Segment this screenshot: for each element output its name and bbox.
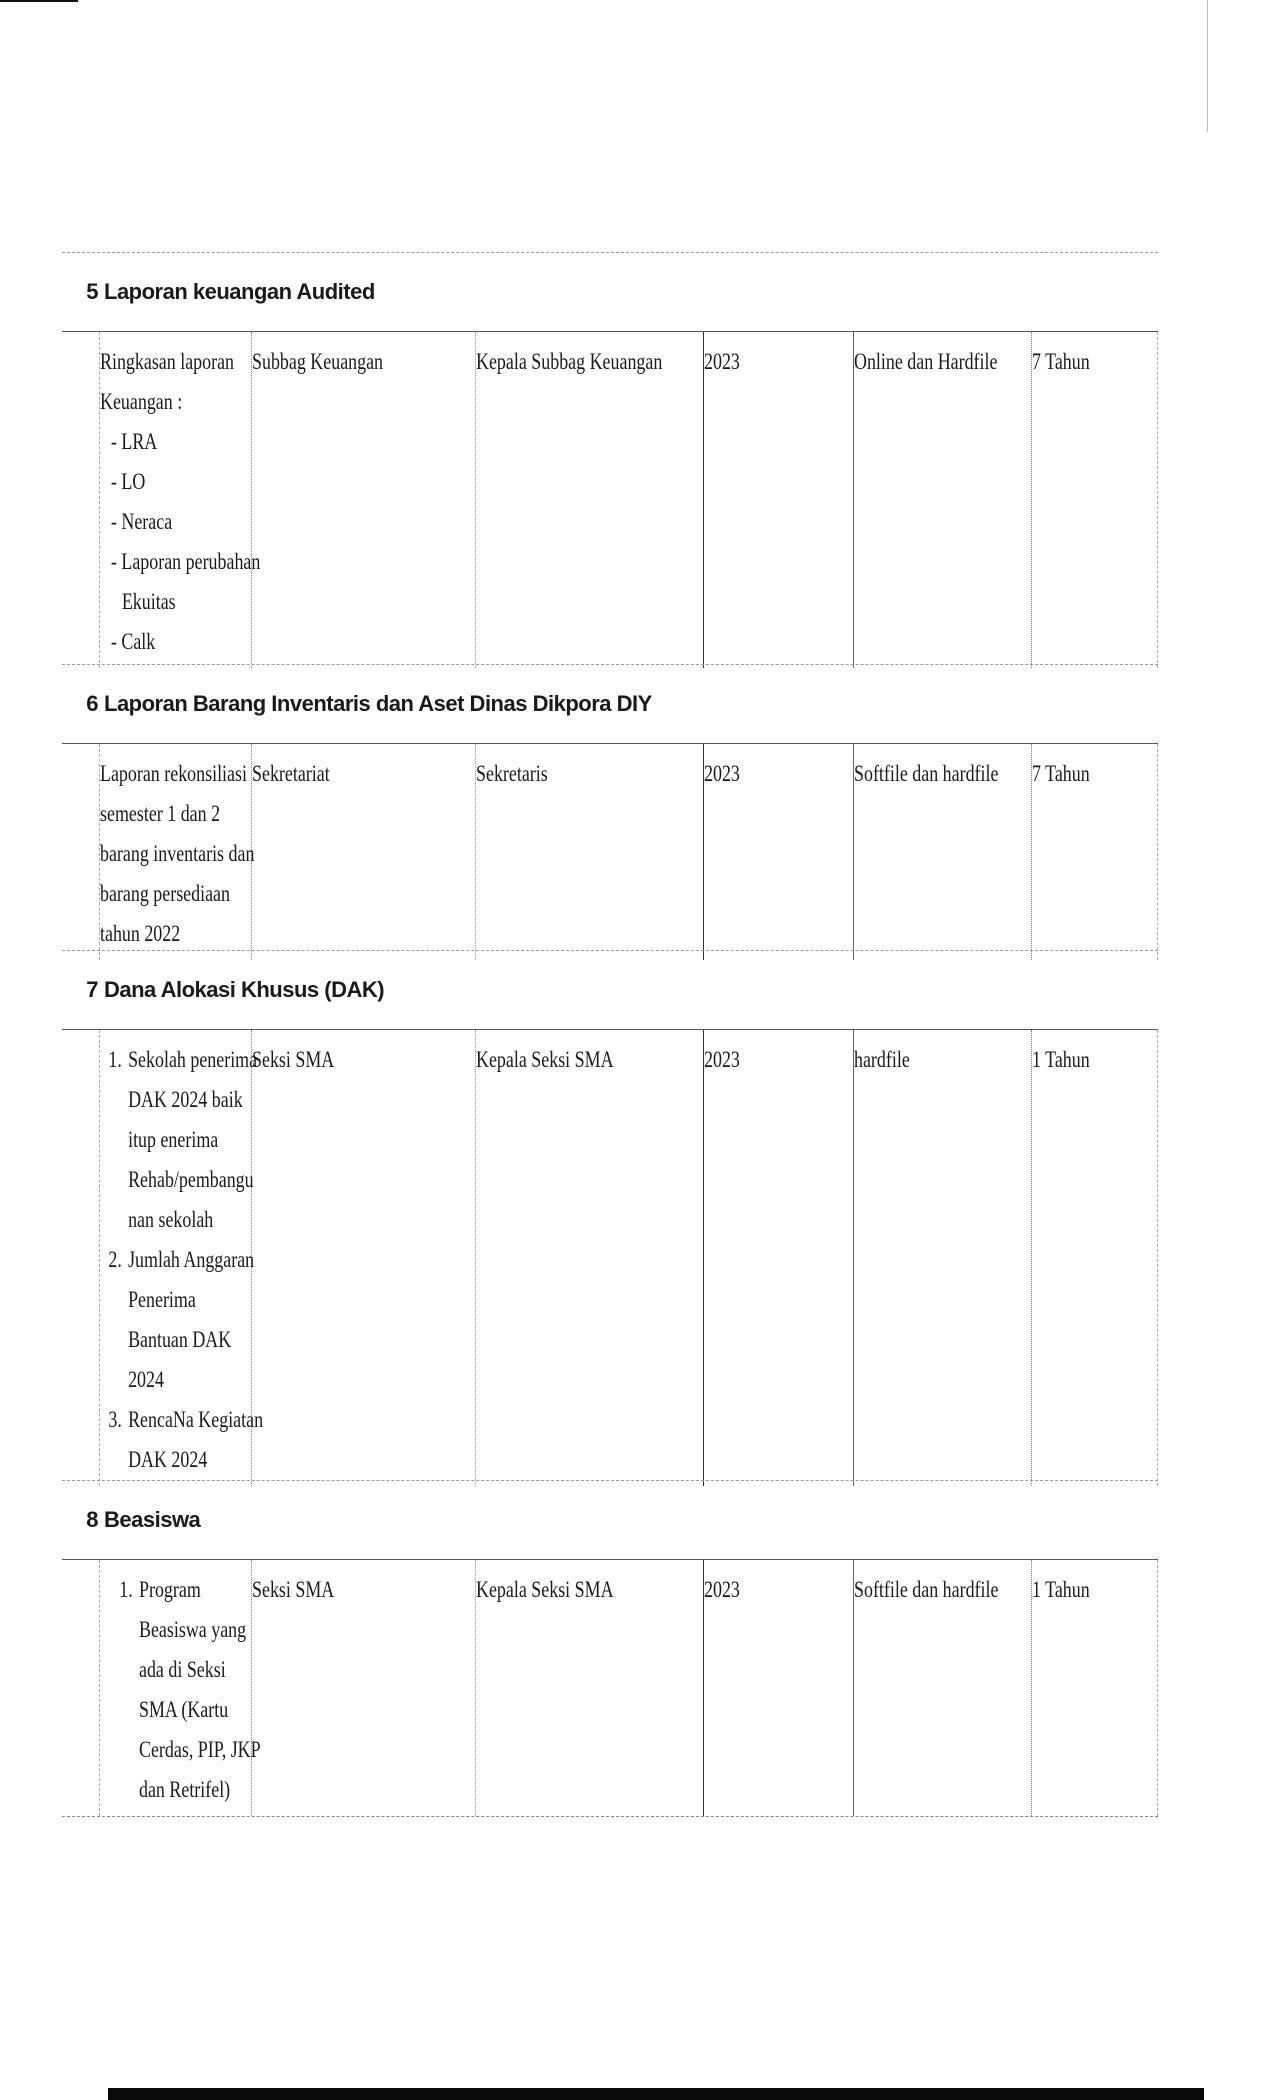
form-cell — [854, 744, 1032, 960]
scan-bottom-bar — [108, 2088, 1204, 2100]
retention-text: 7 Tahun — [1032, 761, 1090, 786]
retention-cell — [1032, 1030, 1158, 1486]
retention-text: 7 Tahun — [1032, 349, 1090, 374]
description-line: ada di Seksi — [139, 1657, 226, 1682]
table-row — [62, 1029, 1158, 1480]
year-cell — [704, 1030, 854, 1486]
item-number: 2. — [108, 1247, 122, 1272]
description-line: RencaNa Kegiatan — [128, 1407, 264, 1432]
form-cell — [854, 1560, 1032, 1816]
item-number: 3. — [108, 1407, 122, 1432]
spacer-cell — [62, 1560, 100, 1816]
list-item — [100, 1570, 261, 1810]
unit-cell — [252, 1030, 476, 1486]
unit-cell — [252, 332, 476, 668]
section-title: Beasiswa — [104, 1507, 201, 1532]
responsible-text: Kepala Subbag Keuangan — [476, 349, 663, 374]
responsible-text: Kepala Seksi SMA — [476, 1047, 614, 1072]
description-line: DAK 2024 — [128, 1447, 208, 1472]
item-number: 1. — [119, 1577, 133, 1602]
retention-cell — [1032, 744, 1158, 960]
form-text: Softfile dan hardfile — [854, 1577, 999, 1602]
section-number: 7 — [86, 977, 98, 1002]
description-line: Sekolah penerima — [128, 1047, 258, 1072]
unit-cell — [252, 744, 476, 960]
description-cell — [100, 1560, 261, 1816]
form-cell — [854, 1030, 1032, 1486]
description-line: itup enerima — [128, 1127, 219, 1152]
form-text: hardfile — [854, 1047, 910, 1072]
unit-text: Subbag Keuangan — [252, 349, 384, 374]
form-text: Softfile dan hardfile — [854, 761, 999, 786]
description-line: SMA (Kartu — [139, 1697, 229, 1722]
description-line: Jumlah Anggaran — [128, 1247, 255, 1272]
description-line: barang persediaan — [100, 881, 231, 906]
section-8 — [62, 1480, 1158, 1817]
responsible-text: Kepala Seksi SMA — [476, 1577, 614, 1602]
unit-text: Seksi SMA — [252, 1047, 335, 1072]
year-cell — [704, 1560, 854, 1816]
description-line: Program — [139, 1577, 201, 1602]
scan-edge-mark — [1207, 0, 1208, 132]
section-header — [62, 252, 1158, 331]
responsible-text: Sekretaris — [476, 761, 548, 786]
responsible-cell — [476, 332, 704, 668]
section-number: 5 — [86, 279, 98, 304]
responsible-cell — [476, 744, 704, 960]
description-line: - Laporan perubahan — [110, 549, 261, 574]
table-row — [62, 1559, 1158, 1817]
table-row — [62, 743, 1158, 950]
description-cell — [100, 332, 261, 668]
description-line: DAK 2024 baik — [128, 1087, 243, 1112]
description-line: Ringkasan laporan — [100, 349, 235, 374]
year-text: 2023 — [704, 761, 740, 786]
section-number: 6 — [86, 691, 98, 716]
section-title: Laporan Barang Inventaris dan Aset Dinas Dikpora DIY — [104, 691, 652, 716]
description-cell — [100, 1030, 264, 1486]
description-line: Bantuan DAK — [128, 1327, 232, 1352]
form-cell — [854, 332, 1032, 668]
description-line: barang inventaris dan — [100, 841, 255, 866]
description-line: tahun 2022 — [100, 921, 181, 946]
section-title: Dana Alokasi Khusus (DAK) — [104, 977, 385, 1002]
description-line: Penerima — [128, 1287, 196, 1312]
form-text: Online dan Hardfile — [854, 349, 998, 374]
description-line: - Neraca — [110, 509, 173, 534]
spacer-cell — [62, 1030, 100, 1486]
description-line: dan Retrifel) — [139, 1777, 231, 1802]
description-line: 2024 — [128, 1367, 164, 1392]
section-title: Laporan keuangan Audited — [104, 279, 375, 304]
archive-table — [62, 252, 1158, 1817]
retention-cell — [1032, 332, 1158, 668]
year-text: 2023 — [704, 349, 740, 374]
section-number: 8 — [86, 1507, 98, 1532]
section-5 — [62, 252, 1158, 664]
unit-cell — [252, 1560, 476, 1816]
unit-text: Seksi SMA — [252, 1577, 335, 1602]
year-cell — [704, 744, 854, 960]
unit-text: Sekretariat — [252, 761, 330, 786]
section-header — [62, 1480, 1158, 1559]
section-6 — [62, 664, 1158, 950]
year-text: 2023 — [704, 1577, 740, 1602]
list-item — [100, 1040, 258, 1240]
retention-cell — [1032, 1560, 1158, 1816]
responsible-cell — [476, 1560, 704, 1816]
description-line: Rehab/pembangu — [128, 1167, 254, 1192]
scan-top-mark — [0, 0, 78, 2]
spacer-cell — [62, 744, 100, 960]
description-line: Laporan rekonsiliasi — [100, 761, 247, 786]
description-line: - LO — [110, 469, 146, 494]
description-line: - LRA — [110, 429, 158, 454]
responsible-cell — [476, 1030, 704, 1486]
description-line: Beasiswa yang — [139, 1617, 247, 1642]
year-cell — [704, 332, 854, 668]
retention-text: 1 Tahun — [1032, 1047, 1090, 1072]
description-line: Ekuitas — [121, 589, 176, 614]
item-number: 1. — [108, 1047, 122, 1072]
description-line: Cerdas, PIP, JKP — [139, 1737, 261, 1762]
description-line: - Calk — [110, 629, 156, 654]
description-line: semester 1 dan 2 — [100, 801, 221, 826]
description-line: Keuangan : — [100, 389, 183, 414]
spacer-cell — [62, 332, 100, 668]
retention-text: 1 Tahun — [1032, 1577, 1090, 1602]
section-header — [62, 664, 1158, 743]
description-line: nan sekolah — [128, 1207, 214, 1232]
section-header — [62, 950, 1158, 1029]
list-item — [100, 1240, 255, 1400]
description-cell — [100, 744, 255, 960]
year-text: 2023 — [704, 1047, 740, 1072]
list-item — [100, 1400, 264, 1480]
section-7 — [62, 950, 1158, 1480]
table-row — [62, 331, 1158, 664]
